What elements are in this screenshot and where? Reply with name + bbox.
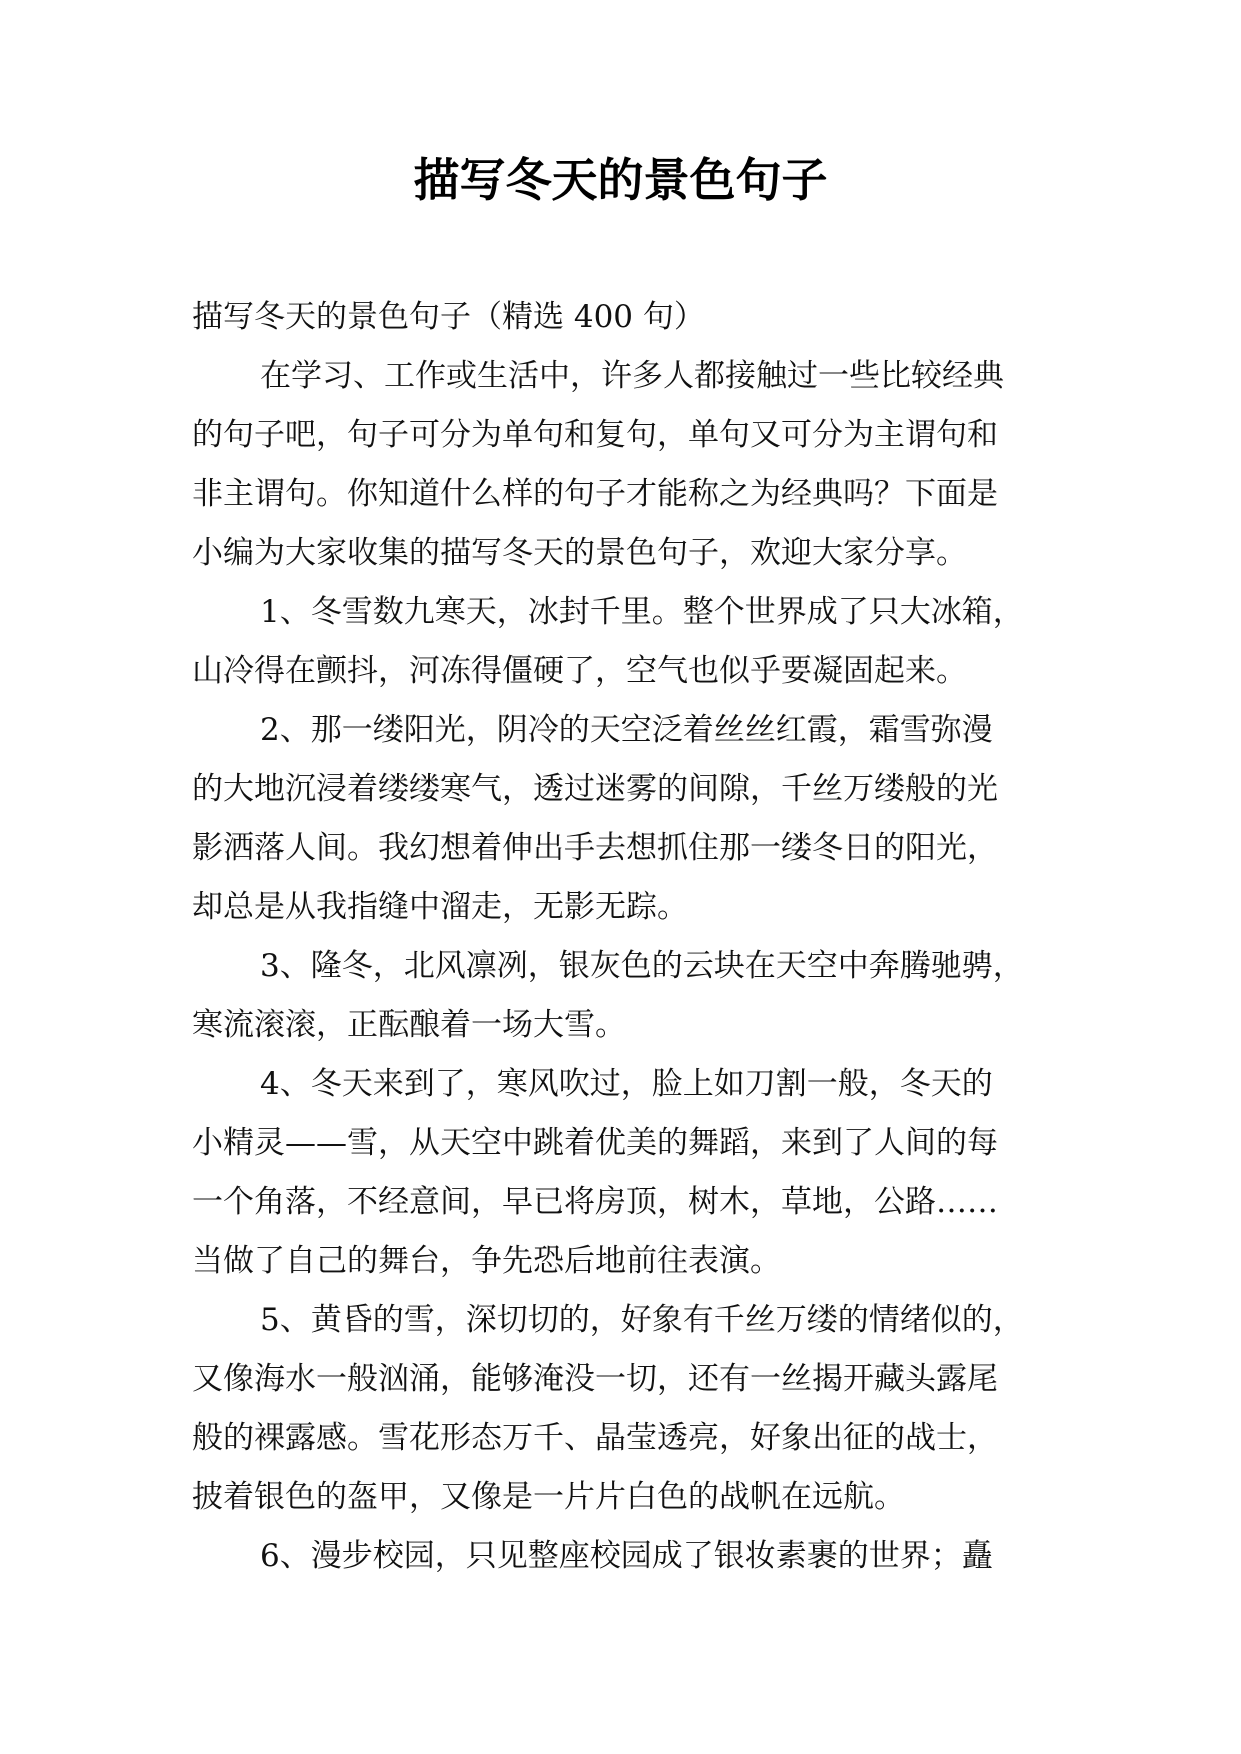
text-line: 披着银色的盔甲，又像是一片片白色的战帆在远航。: [192, 1479, 905, 1515]
text-line: 小精灵——雪，从天空中跳着优美的舞蹈，来到了人间的每: [192, 1125, 998, 1161]
paragraph-item-5: [192, 1291, 1062, 1527]
text-line: 的大地沉浸着缕缕寒气，透过迷雾的间隙，千丝万缕般的光: [192, 771, 998, 807]
paragraph-item-4: [192, 1055, 1062, 1291]
text-line: 6、漫步校园，只见整座校园成了银妆素裹的世界；矗: [260, 1538, 993, 1574]
text-line: 却总是从我指缝中溜走，无影无踪。: [192, 889, 688, 925]
document-subtitle: 描写冬天的景色句子（精选 400 句）: [192, 299, 705, 335]
text-line: 当做了自己的舞台，争先恐后地前往表演。: [192, 1243, 781, 1279]
document-title: 描写冬天的景色句子: [413, 153, 828, 207]
text-line: 的句子吧，句子可分为单句和复句，单句又可分为主谓句和: [192, 417, 998, 453]
text-line: 非主谓句。你知道什么样的句子才能称之为经典吗？下面是: [192, 476, 998, 512]
text-line: 4、冬天来到了，寒风吹过，脸上如刀割一般，冬天的: [260, 1066, 993, 1102]
paragraph-intro: [192, 347, 1062, 583]
paragraph-item-1: [192, 583, 1062, 701]
text-line: 在学习、工作或生活中，许多人都接触过一些比较经典: [260, 358, 1004, 394]
text-line: 寒流滚滚，正酝酿着一场大雪。: [192, 1007, 626, 1043]
text-line: 3、隆冬，北风凛冽，银灰色的云块在天空中奔腾驰骋，: [260, 948, 1024, 984]
text-line: 山冷得在颤抖，河冻得僵硬了，空气也似乎要凝固起来。: [192, 653, 967, 689]
text-line: 2、那一缕阳光，阴冷的天空泛着丝丝红霞，霜雪弥漫: [260, 712, 993, 748]
text-line: 般的裸露感。雪花形态万千、晶莹透亮，好象出征的战士，: [192, 1420, 998, 1456]
paragraph-item-3: [192, 937, 1062, 1055]
text-line: 又像海水一般汹涌，能够淹没一切，还有一丝揭开藏头露尾: [192, 1361, 998, 1397]
text-line: 小编为大家收集的描写冬天的景色句子，欢迎大家分享。: [192, 535, 967, 571]
paragraph-item-2: [192, 701, 1062, 937]
text-line: 一个角落，不经意间，早已将房顶，树木，草地，公路……: [192, 1184, 998, 1220]
text-line: 1、冬雪数九寒天，冰封千里。整个世界成了只大冰箱，: [260, 594, 1024, 630]
text-line: 影洒落人间。我幻想着伸出手去想抓住那一缕冬日的阳光，: [192, 830, 998, 866]
text-line: 5、黄昏的雪，深切切的，好象有千丝万缕的情绪似的，: [260, 1302, 1024, 1338]
document-body: [192, 288, 1062, 1586]
paragraph-item-6: [192, 1527, 1062, 1586]
